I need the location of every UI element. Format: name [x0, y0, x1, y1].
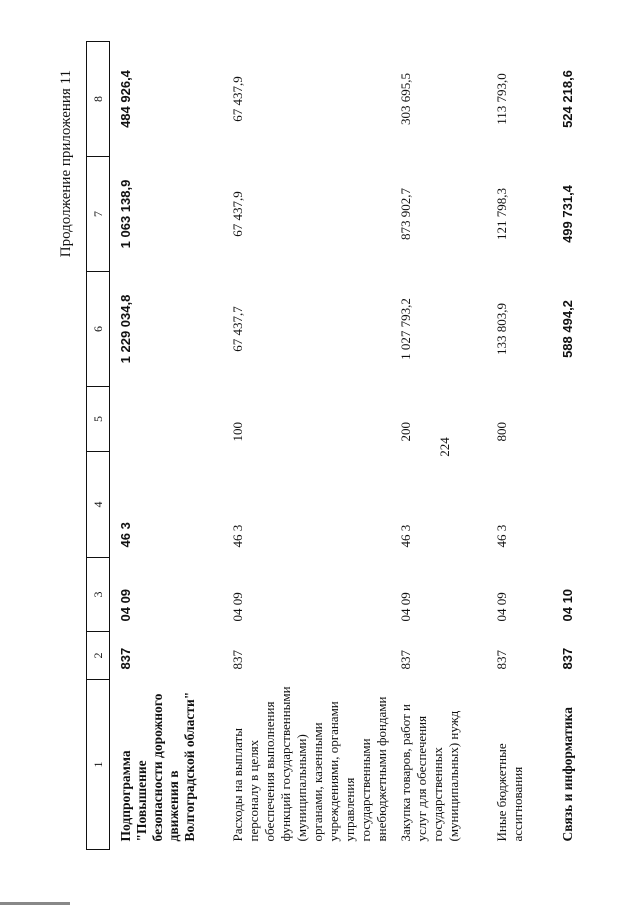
amount-col8: 303 695,5	[398, 73, 413, 125]
section-code: 04 10	[560, 588, 575, 622]
amount-col7: 1 063 138,9	[118, 179, 133, 249]
amount-col7: 499 731,4	[560, 185, 575, 243]
page-number: 224	[437, 437, 452, 457]
amount-col8: 113 793,0	[494, 73, 509, 125]
row-name: Закупка товаров, работ и услуг для обеспечения государственных (муниципальных) нужд	[398, 704, 461, 842]
column-number: 6	[87, 272, 110, 387]
target-article: 46 3	[118, 522, 133, 548]
appendix-caption: Продолжение приложения 11	[58, 70, 74, 258]
amount-col7: 873 902,7	[398, 188, 413, 240]
target-article: 46 3	[494, 524, 509, 548]
row-name: Расходы на выплаты персоналу в целях обеспечения выполнения функций государственными (муниципальными) органами, казенными учреждениями, органами управления государственными внебюджетными фондами	[230, 686, 389, 842]
target-article	[552, 452, 600, 558]
ministry-code: 837	[118, 647, 133, 670]
expense-type: 100	[230, 422, 245, 442]
ministry-code: 837	[494, 650, 509, 670]
row-name: Связь и информатика	[560, 707, 575, 842]
target-article: 46 3	[398, 524, 413, 548]
amount-col8: 484 926,4	[118, 70, 133, 128]
column-number-row	[87, 42, 110, 850]
ministry-code: 837	[560, 647, 575, 670]
expense-type	[552, 387, 600, 452]
ministry-code: 837	[398, 650, 413, 670]
budget-table	[86, 41, 600, 850]
expense-type: 200	[398, 422, 413, 442]
row-name: Подпрограмма "Повышение безопасности дорожного движения в Волгоградской области"	[118, 691, 197, 842]
amount-col7: 67 437,9	[230, 191, 245, 237]
table-row	[486, 42, 552, 850]
section-code: 04 09	[398, 592, 413, 622]
expense-type: 800	[494, 422, 509, 442]
amount-col8: 67 437,9	[230, 76, 245, 122]
table-row	[552, 42, 600, 850]
amount-col6: 67 437,7	[230, 306, 245, 352]
column-number: 8	[87, 42, 110, 157]
section-code: 04 09	[118, 588, 133, 622]
column-number: 4	[87, 452, 110, 558]
column-number: 5	[87, 387, 110, 452]
column-number: 1	[87, 680, 110, 850]
expense-type	[110, 387, 223, 452]
section-code: 04 09	[230, 592, 245, 622]
column-number: 7	[87, 157, 110, 272]
table-row	[390, 42, 486, 850]
amount-col8: 524 218,6	[560, 70, 575, 128]
table-row	[222, 42, 390, 850]
amount-col6: 1 229 034,8	[118, 294, 133, 364]
row-name: Иные бюджетные ассигнования	[494, 743, 525, 842]
column-number: 3	[87, 558, 110, 632]
amount-col6: 1 027 793,2	[398, 298, 413, 360]
target-article: 46 3	[230, 524, 245, 548]
column-number: 2	[87, 632, 110, 680]
amount-col6: 588 494,2	[560, 300, 575, 358]
table-row	[110, 42, 223, 850]
ministry-code: 837	[230, 650, 245, 670]
section-code: 04 09	[494, 592, 509, 622]
amount-col6: 133 803,9	[494, 303, 509, 355]
amount-col7: 121 798,3	[494, 188, 509, 240]
